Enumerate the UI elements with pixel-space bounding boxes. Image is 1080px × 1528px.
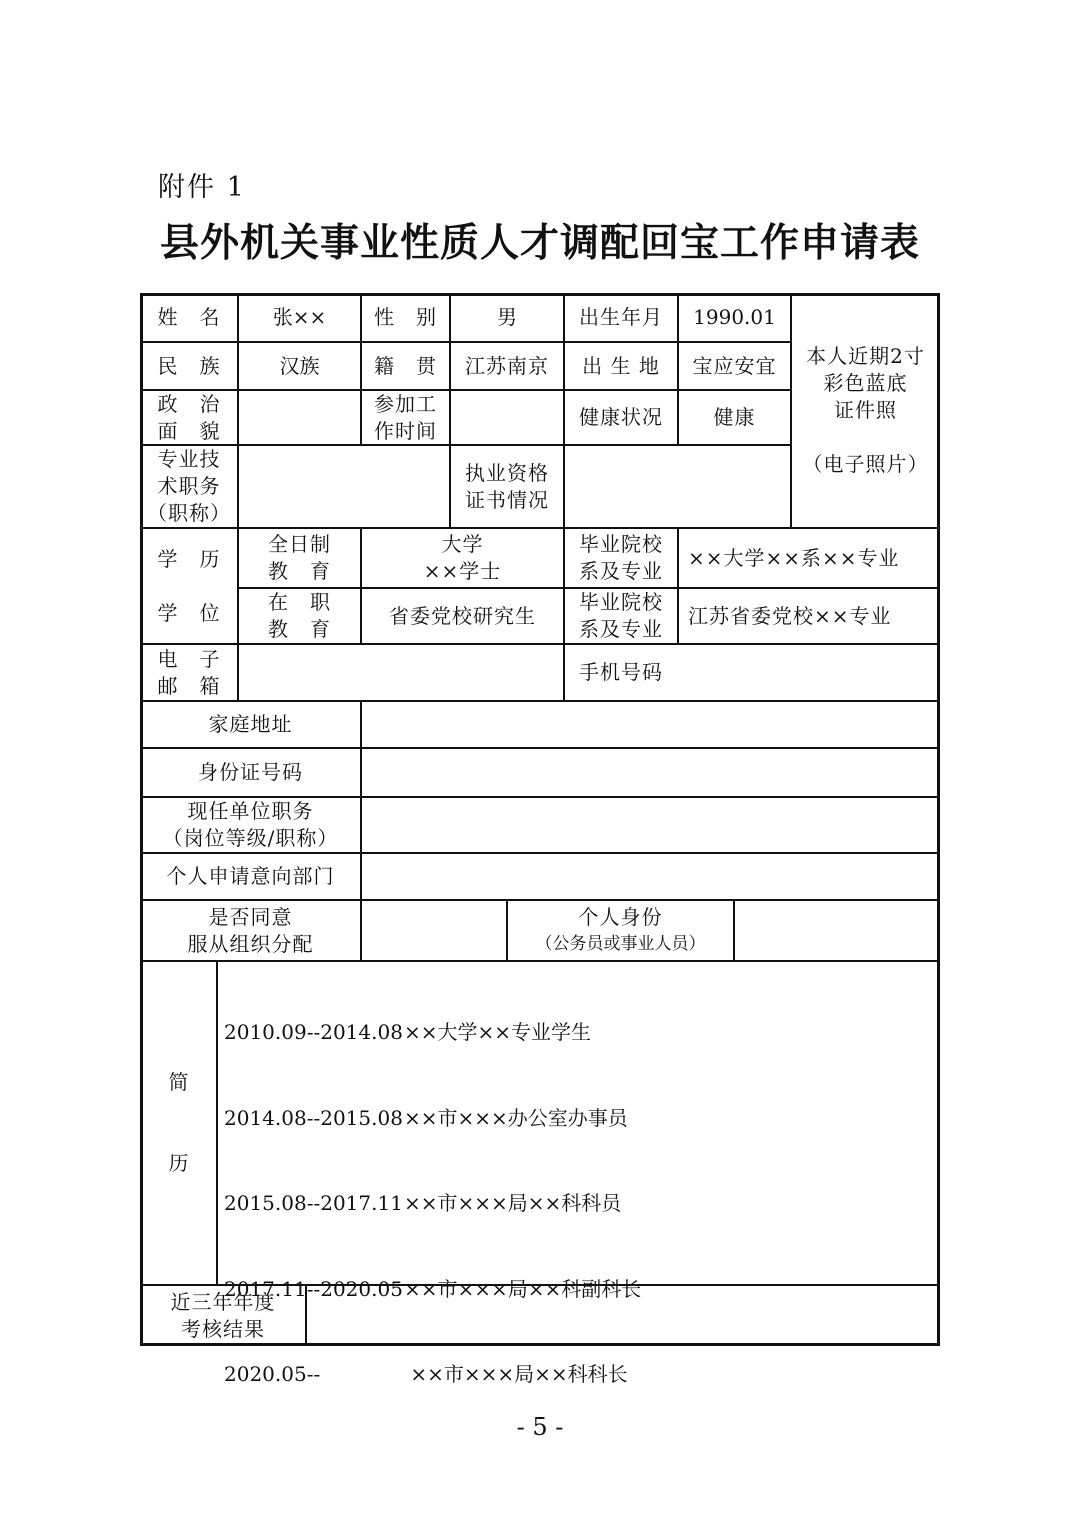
resume-entry [224,1018,641,1047]
email-label: 电 子 邮 箱 [157,646,221,698]
work-start-label: 参加工 作时间 [374,391,437,443]
target-department-label: 个人申请意向部门 [166,864,335,888]
birth-date-label: 出生年月 [579,305,663,329]
resume-label: 简 历 [168,1070,189,1175]
native-place-value[interactable]: 江苏南京 [465,353,549,378]
professional-title-label: 专业技 术职务 （职称） [147,447,231,525]
identity-sublabel: （公务员或事业人员） [535,934,706,954]
fulltime-school-value[interactable]: ××大学××系××专业 [688,545,900,570]
target-department-value[interactable] [361,853,940,900]
name-label: 姓 名 [157,305,221,329]
work-start-value[interactable] [450,390,564,445]
health-value[interactable]: 健康 [713,405,756,429]
inservice-school-label: 毕业院校 系及专业 [579,590,663,641]
attachment-label: 附件 1 [158,172,246,203]
resume-entry [224,1360,641,1389]
education-degree-label: 学 历 学 位 [157,546,221,625]
certificate-value[interactable] [564,445,791,528]
id-number-label: 身份证号码 [198,760,303,784]
photo-placeholder: 本人近期2寸 彩色蓝底 证件照 （电子照片） [802,344,929,476]
birth-date-value[interactable]: 1990.01 [693,305,776,329]
resume-desc: ××大学××专业学生 [404,1020,592,1044]
annual-review-label: 近三年年度 考核结果 [170,1289,276,1341]
resume-desc: ××市×××局××科副科长 [404,1276,642,1301]
identity-label-cell [507,900,734,961]
resume-desc: ××市×××局××科科长 [404,1362,628,1386]
current-position-label: 现任单位职务 （岗位等级/职称） [162,799,339,850]
resume-entry [224,1189,641,1218]
resume-dates: 2017.11--2020.05 [224,1276,403,1301]
identity-value[interactable] [734,900,940,961]
political-status-label: 政 治 面 貌 [157,391,221,443]
identity-label: 个人身份 [578,905,663,929]
gender-value[interactable]: 男 [497,305,517,329]
email-value[interactable] [238,644,564,701]
phone-value[interactable] [678,644,940,701]
resume-dates: 2014.08--2015.08 [224,1105,403,1130]
current-position-value[interactable] [361,797,940,853]
birthplace-value[interactable]: 宝应安宜 [692,353,777,378]
annual-review-value[interactable] [306,1285,940,1346]
ethnic-label: 民 族 [157,353,221,378]
phone-label: 手机号码 [579,660,663,684]
professional-title-value[interactable] [238,445,450,528]
resume-dates: 2020.05-- [224,1362,321,1386]
obey-assignment-label: 是否同意 服从组织分配 [187,904,314,956]
fulltime-education-label: 全日制 教 育 [268,532,331,583]
resume-dates: 2015.08--2017.11 [224,1191,403,1215]
address-value[interactable] [361,701,940,748]
health-label: 健康状况 [579,405,663,429]
resume-dates: 2010.09--2014.08 [224,1020,403,1044]
political-status-value[interactable] [238,390,361,445]
name-value[interactable]: 张×× [272,305,327,329]
inservice-school-value[interactable]: 江苏省委党校××专业 [688,603,892,628]
resume-entry [224,1104,641,1133]
obey-assignment-value[interactable] [361,900,507,961]
native-place-label: 籍 贯 [374,353,437,378]
gender-label: 性 别 [374,305,437,329]
resume-desc: ××市×××局××科科员 [404,1191,622,1215]
fulltime-education-value[interactable]: 大学 ××学士 [423,532,502,583]
ethnic-value[interactable]: 汉族 [279,353,320,378]
page-number: - 5 - [516,1413,564,1441]
inservice-education-value[interactable]: 省委党校研究生 [389,603,536,628]
inservice-education-label: 在 职 教 育 [268,590,331,641]
address-label: 家庭地址 [208,712,293,736]
form-title: 县外机关事业性质人才调配回宝工作申请表 [159,221,920,266]
application-form [140,293,940,1386]
id-number-value[interactable] [361,748,940,797]
resume-list [224,961,641,1446]
fulltime-school-label: 毕业院校 系及专业 [579,532,663,583]
birthplace-label: 出 生 地 [582,353,660,378]
resume-desc: ××市×××办公室办事员 [404,1105,628,1130]
certificate-label: 执业资格 证书情况 [465,460,549,512]
